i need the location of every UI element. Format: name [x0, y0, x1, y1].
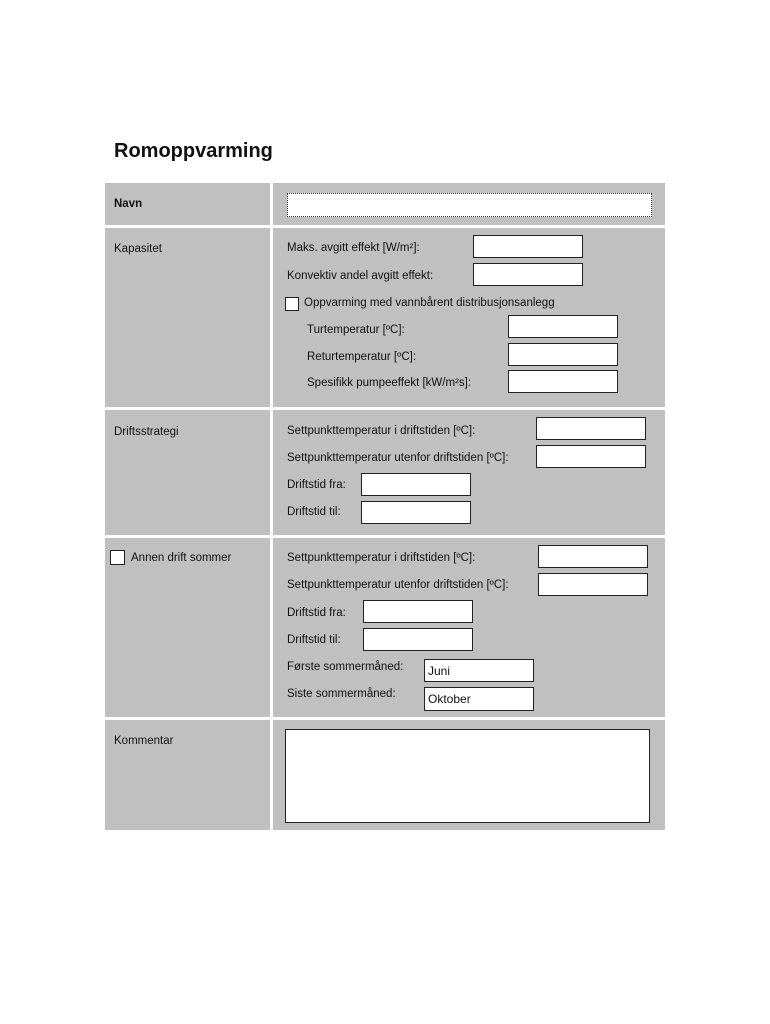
- returtemperatur-label: Returtemperatur [ºC]:: [307, 351, 417, 363]
- vannbaren-label: Oppvarming med vannbårent distribusjonsanlegg: [304, 297, 555, 309]
- row-divider: [105, 407, 665, 410]
- maks-effekt-field[interactable]: [473, 235, 583, 258]
- driftsstrategi-label: Driftsstrategi: [114, 426, 179, 438]
- pumpeeffekt-label: Spesifikk pumpeeffekt [kW/m²s]:: [307, 377, 472, 389]
- sommer-checkbox[interactable]: [110, 550, 125, 565]
- navn-field[interactable]: [287, 193, 652, 217]
- sommer-driftstid-fra-field[interactable]: [363, 600, 473, 623]
- siste-sommermaned-label: Siste sommermåned:: [287, 688, 396, 700]
- kommentar-field[interactable]: [285, 729, 650, 823]
- settpunkt-i-label: Settpunkttemperatur i driftstiden [ºC]:: [287, 425, 476, 437]
- navn-label: Navn: [114, 198, 143, 210]
- vannbaren-checkbox[interactable]: [285, 297, 299, 311]
- page-title: Romoppvarming: [114, 140, 273, 162]
- settpunkt-utenfor-label: Settpunkttemperatur utenfor driftstiden [ºC]:: [287, 452, 509, 464]
- driftstid-fra-field[interactable]: [361, 473, 471, 496]
- kapasitet-label: Kapasitet: [114, 243, 162, 255]
- driftstid-til-label: Driftstid til:: [287, 506, 341, 518]
- sommer-settpunkt-i-field[interactable]: [538, 545, 648, 568]
- pumpeeffekt-field[interactable]: [508, 370, 618, 393]
- driftstid-til-field[interactable]: [361, 501, 471, 524]
- konvektiv-field[interactable]: [473, 263, 583, 286]
- sommer-settpunkt-utenfor-field[interactable]: [538, 573, 648, 596]
- settpunkt-utenfor-field[interactable]: [536, 445, 646, 468]
- sommer-driftstid-til-label: Driftstid til:: [287, 634, 341, 646]
- column-divider: [270, 183, 273, 830]
- driftstid-fra-label: Driftstid fra:: [287, 479, 346, 491]
- turtemperatur-label: Turtemperatur [ºC]:: [307, 324, 405, 336]
- siste-sommermaned-field[interactable]: Oktober: [424, 687, 534, 711]
- sommer-driftstid-fra-label: Driftstid fra:: [287, 607, 346, 619]
- konvektiv-label: Konvektiv andel avgitt effekt:: [287, 270, 434, 282]
- forste-sommermaned-field[interactable]: Juni: [424, 659, 534, 682]
- forste-sommermaned-label: Første sommermåned:: [287, 661, 404, 673]
- sommer-settpunkt-i-label: Settpunkttemperatur i driftstiden [ºC]:: [287, 552, 476, 564]
- kommentar-label: Kommentar: [114, 735, 174, 747]
- returtemperatur-field[interactable]: [508, 343, 618, 366]
- maks-effekt-label: Maks. avgitt effekt [W/m²]:: [287, 242, 420, 254]
- turtemperatur-field[interactable]: [508, 315, 618, 338]
- row-divider: [105, 225, 665, 228]
- row-divider: [105, 717, 665, 720]
- row-divider: [105, 535, 665, 538]
- settpunkt-i-field[interactable]: [536, 417, 646, 440]
- sommer-settpunkt-utenfor-label: Settpunkttemperatur utenfor driftstiden [ºC]:: [287, 579, 509, 591]
- sommer-driftstid-til-field[interactable]: [363, 628, 473, 651]
- sommer-label: Annen drift sommer: [131, 552, 232, 564]
